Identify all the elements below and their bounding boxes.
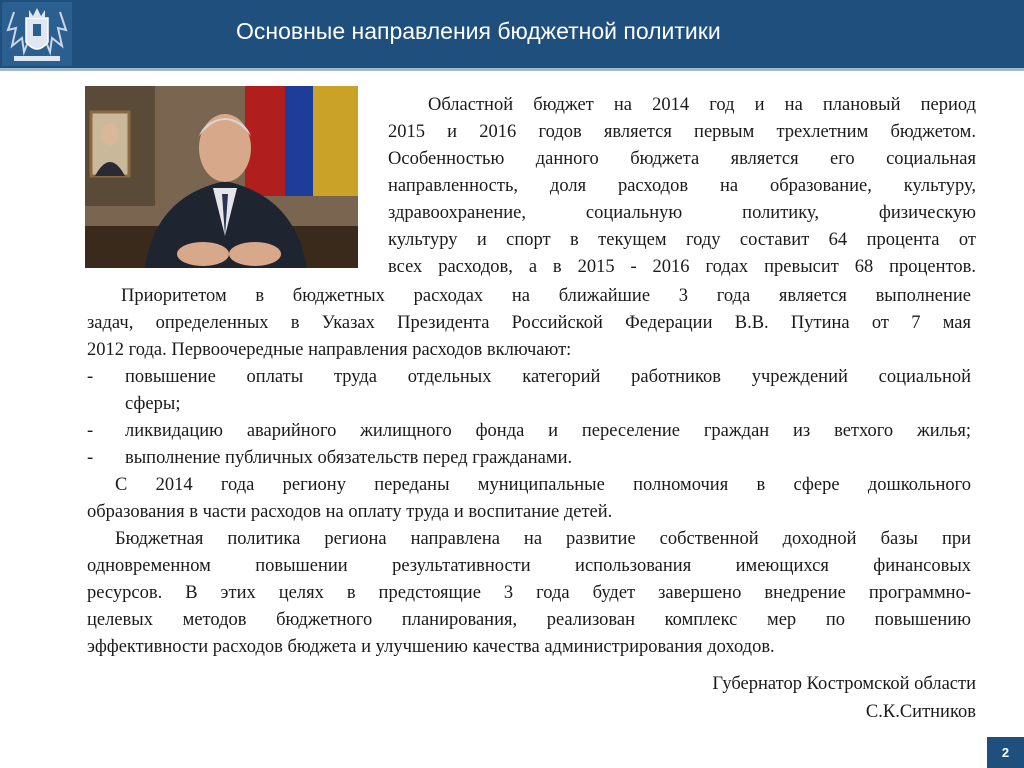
page-number-badge: 2 [987,737,1024,768]
text-line: Областной бюджет на 2014 год и на плановый период [428,95,976,115]
text-line: Приоритетом в бюджетных расходах на ближайшие 3 года является выполнение [121,286,971,306]
text-line: эффективности расходов бюджета и улучшению качества администрирования доходов. [87,637,775,657]
header-bar [0,0,1024,68]
list-item-text: сферы; [125,394,181,414]
governor-photo [85,86,358,268]
text-line: С 2014 года региону переданы муниципальные полномочия в сфере дошкольного [115,475,971,495]
list-item-text: ликвидацию аварийного жилищного фонда и переселение граждан из ветхого жилья; [125,421,971,441]
main-text [87,283,971,661]
intro-paragraph [388,92,976,281]
list-dash: - [87,421,94,441]
list-item [87,418,971,445]
signature-name: С.К.Ситников [865,702,976,722]
text-line: 2012 года. Первоочередные направления расходов включают: [87,340,572,360]
list-dash: - [87,367,94,387]
signature-position: Губернатор Костромской области [712,674,976,694]
page-title: Основные направления бюджетной политики [236,18,721,44]
list-item [87,445,971,472]
text-line: культуру и спорт в текущем году составит 64 процента от [388,230,976,250]
list-item-text: выполнение публичных обязательств перед гражданами. [125,448,573,468]
text-line: одновременном повышении результативности использования имеющихся финансовых [87,556,971,576]
signature-block [712,670,976,726]
text-line: направленность, доля расходов на образование, культуру, [388,176,976,196]
text-line: целевых методов бюджетного планирования, реализован комплекс мер по повышению [87,610,971,630]
list-item [87,364,971,391]
text-line: всех расходов, а в 2015 - 2016 годах превысит 68 процентов. [388,257,976,277]
text-line: задач, определенных в Указах Президента Российской Федерации В.В. Путина от 7 мая [87,313,971,333]
list-dash: - [87,448,94,468]
list-item-text: повышение оплаты труда отдельных категорий работников учреждений социальной [125,367,971,387]
text-line: Бюджетная политика региона направлена на развитие собственной доходной базы при [115,529,971,549]
text-line: ресурсов. В этих целях в предстоящие 3 года будет завершено внедрение программно- [87,583,971,603]
list-item-continuation [87,391,971,418]
coat-of-arms-icon [2,2,72,66]
text-line: 2015 и 2016 годов является первым трехлетним бюджетом. [388,122,976,142]
header-divider [0,68,1024,71]
text-line: здравоохранение, социальную политику, физическую [388,203,976,223]
text-line: образования в части расходов на оплату труда и воспитание детей. [87,502,613,522]
text-line: Особенностью данного бюджета является его социальная [388,149,976,169]
